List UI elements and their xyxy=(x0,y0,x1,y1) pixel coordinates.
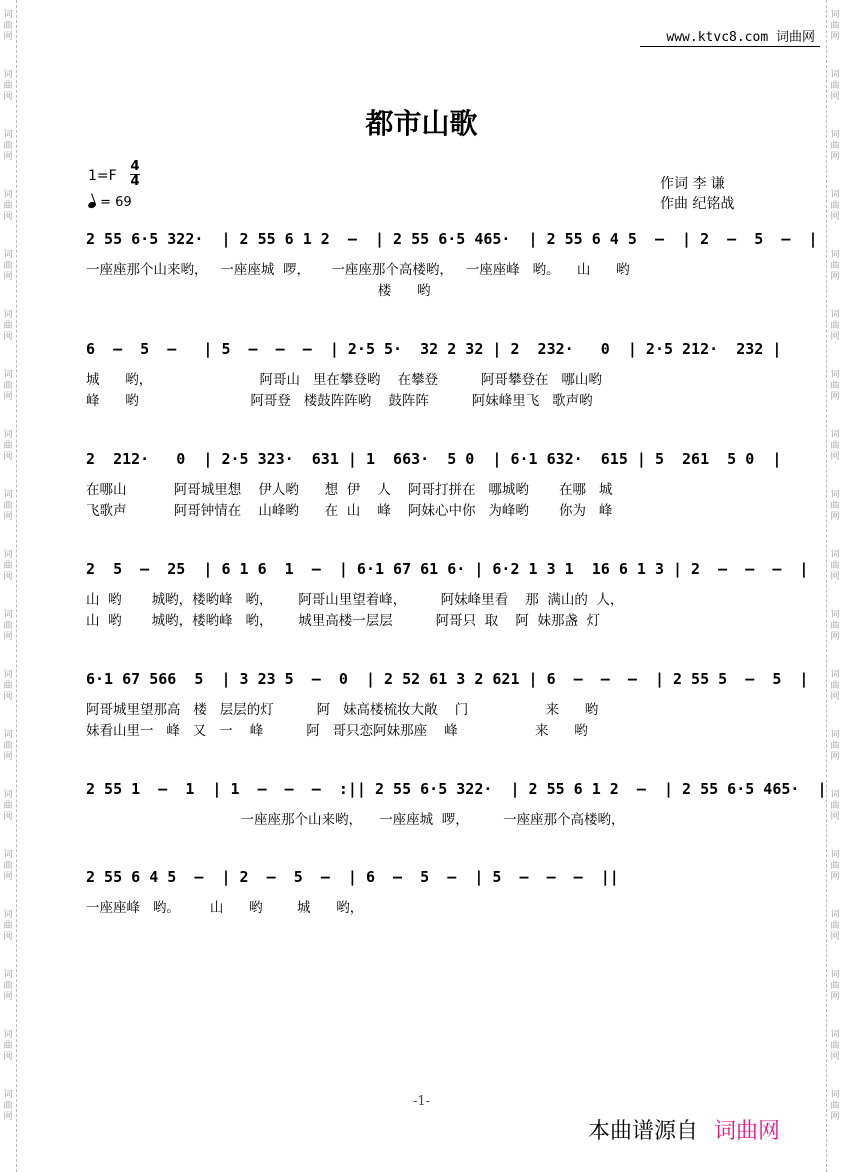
notation-line: 2 55 6 4 5 – | 2 – 5 – | 6 – 5 – | 5 – – – || xyxy=(86,868,619,886)
lyric-line: 山 哟 城哟，楼哟峰 哟， 城里高楼一层层 阿哥只 取 阿 妹那盏 灯 xyxy=(86,613,601,629)
watermark-text: 词 曲 网 xyxy=(830,190,840,222)
page-number: -1- xyxy=(412,1094,431,1109)
song-title: 都市山歌 xyxy=(365,107,478,140)
tempo-value: = 69 xyxy=(100,195,132,210)
notation-line: 2 212· 0 | 2·5 323· 631 | 1 663· 5 0 | 6·1 632· 615 | 5 261 5 0 | xyxy=(86,450,782,468)
lyric-line: 飞歌声 阿哥钟情在 山峰哟 在 山 峰 阿妹心中你 为峰哟 你为 峰 xyxy=(86,503,613,519)
time-signature-bottom: 4 xyxy=(130,174,140,189)
watermark-text: 词 曲 网 xyxy=(830,550,840,582)
notation-line: 2 55 1 – 1 | 1 – – – :|| 2 55 6·5 322· | 2 55 6 1 2 – | 2 55 6·5 465· | xyxy=(86,780,827,798)
composer: 作曲 纪铭战 xyxy=(660,196,735,212)
watermark-text: 词 曲 网 xyxy=(830,670,840,702)
watermark-text: 词 曲 网 xyxy=(3,1030,13,1062)
watermark-text: 词 曲 网 xyxy=(3,370,13,402)
watermark-text: 词 曲 网 xyxy=(830,490,840,522)
right-watermark-strip xyxy=(826,0,843,1172)
watermark-text: 词 曲 网 xyxy=(830,730,840,762)
watermark-text: 词 曲 网 xyxy=(3,910,13,942)
watermark-text: 词 曲 网 xyxy=(830,70,840,102)
credits xyxy=(660,174,734,214)
notation-line: 2 55 6·5 322· | 2 55 6 1 2 – | 2 55 6·5 465· | 2 55 6 4 5 – | 2 – 5 – | xyxy=(86,230,818,248)
lyric-line: 山 哟 城哟，楼哟峰 哟， 阿哥山里望着峰， 阿妹峰里看 那 满山的 人， xyxy=(86,592,624,608)
watermark-text: 词 曲 网 xyxy=(3,610,13,642)
header-url[interactable]: www.ktvc8.com xyxy=(666,30,769,45)
watermark-text: 词 曲 网 xyxy=(830,1030,840,1062)
watermark-text: 词 曲 网 xyxy=(830,250,840,282)
source-footer xyxy=(588,1114,780,1145)
watermark-text: 词 曲 网 xyxy=(3,310,13,342)
watermark-text: 词 曲 网 xyxy=(3,850,13,882)
lyric-line: 妹看山里一 峰 又 一 峰 阿 哥只恋阿妹那座 峰 来 哟 xyxy=(86,723,588,739)
lyricist: 作词 李 谦 xyxy=(660,176,725,192)
header-site xyxy=(666,26,815,45)
watermark-text: 词 曲 网 xyxy=(3,250,13,282)
watermark-text: 词 曲 网 xyxy=(3,670,13,702)
watermark-text: 词 曲 网 xyxy=(3,130,13,162)
notation-line: 2 5 – 25 | 6 1 6 1 – | 6·1 67 61 6· | 6·2 1 3 1 16 6 1 3 | 2 – – – | xyxy=(86,560,809,578)
lyric-line: 在哪山 阿哥城里想 伊人哟 想 伊 人 阿哥打拼在 哪城哟 在哪 城 xyxy=(86,482,613,498)
watermark-text: 词 曲 网 xyxy=(830,1090,840,1122)
source-label: 本曲谱源自 xyxy=(588,1119,699,1144)
left-watermark-strip xyxy=(0,0,17,1172)
watermark-text: 词 曲 网 xyxy=(830,790,840,822)
watermark-text: 词 曲 网 xyxy=(3,970,13,1002)
lyric-line: 城 哟， 阿哥山 里在攀登哟 在攀登 阿哥攀登在 哪山哟 xyxy=(86,372,602,388)
lyric-line: 一座座峰 哟。 山 哟 城 哟， xyxy=(86,900,364,916)
notation-line: 6 – 5 – | 5 – – – | 2·5 5· 32 2 32 | 2 232· 0 | 2·5 212· 232 | xyxy=(86,340,782,358)
watermark-text: 词 曲 网 xyxy=(830,970,840,1002)
watermark-text: 词 曲 网 xyxy=(3,70,13,102)
watermark-text: 词 曲 网 xyxy=(3,730,13,762)
watermark-text: 词 曲 网 xyxy=(3,430,13,462)
watermark-text: 词 曲 网 xyxy=(3,490,13,522)
header-divider xyxy=(640,46,820,47)
watermark-text: 词 曲 网 xyxy=(3,1090,13,1122)
watermark-text: 词 曲 网 xyxy=(3,10,13,42)
lyric-line: 一座座那个山来哟， 一座座城 啰， 一座座那个高楼哟， 一座座峰 哟。 山 哟 xyxy=(86,262,630,278)
watermark-text: 词 曲 网 xyxy=(830,130,840,162)
watermark-text: 词 曲 网 xyxy=(830,850,840,882)
notation-line: 6·1 67 566 5 | 3 23 5 – 0 | 2 52 61 3 2 621 | 6 – – – | 2 55 5 – 5 | xyxy=(86,670,809,688)
key-signature: 1=F xyxy=(88,168,117,184)
lyric-line: 峰 哟 阿哥登 楼鼓阵阵哟 鼓阵阵 阿妹峰里飞 歌声哟 xyxy=(86,393,593,409)
lyric-line: 一座座那个山来哟， 一座座城 啰， 一座座那个高楼哟， xyxy=(86,812,625,828)
time-signature-top: 4 xyxy=(130,159,140,174)
watermark-text: 词 曲 网 xyxy=(3,190,13,222)
header-site-name: 词曲网 xyxy=(775,30,815,45)
watermark-text: 词 曲 网 xyxy=(3,550,13,582)
source-brand-link[interactable]: 词曲网 xyxy=(714,1119,781,1144)
quarter-note-icon xyxy=(87,201,97,209)
watermark-text: 词 曲 网 xyxy=(830,910,840,942)
watermark-text: 词 曲 网 xyxy=(830,610,840,642)
watermark-text: 词 曲 网 xyxy=(830,370,840,402)
tempo-marking xyxy=(88,195,132,210)
time-signature xyxy=(130,160,140,189)
watermark-text: 词 曲 网 xyxy=(3,790,13,822)
lyric-line: 阿哥城里望那高 楼 层层的灯 阿 妹高楼梳妆大敞 门 来 哟 xyxy=(86,702,599,718)
watermark-text: 词 曲 网 xyxy=(830,430,840,462)
watermark-text: 词 曲 网 xyxy=(830,10,840,42)
watermark-text: 词 曲 网 xyxy=(830,310,840,342)
lyric-line: 楼 哟 xyxy=(86,283,431,299)
